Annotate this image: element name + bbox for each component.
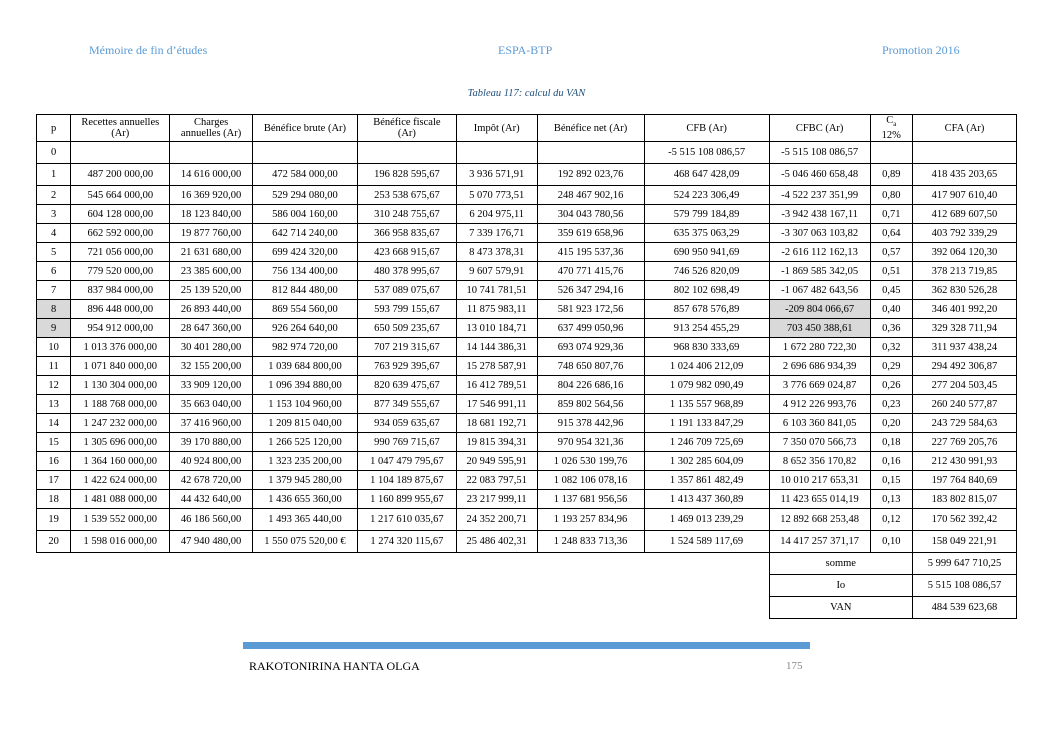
cell-ca: 0,10 <box>870 531 912 553</box>
cell-p: 16 <box>37 452 71 471</box>
cell-ca: 0,32 <box>870 338 912 357</box>
cell-cfb: 1 302 285 604,09 <box>644 452 769 471</box>
cell-cfb: 1 246 709 725,69 <box>644 433 769 452</box>
cell-cfb: 1 357 861 482,49 <box>644 471 769 490</box>
cell-charges: 28 647 360,00 <box>170 319 253 338</box>
cell-brute: 812 844 480,00 <box>252 281 357 300</box>
footer-author: RAKOTONIRINA HANTA OLGA <box>249 659 420 673</box>
cell-impot: 24 352 200,71 <box>456 509 537 531</box>
cell-net: 248 467 902,16 <box>537 186 644 205</box>
cell-brute: 1 379 945 280,00 <box>252 471 357 490</box>
table-row <box>37 224 1017 243</box>
cell-p: 6 <box>37 262 71 281</box>
table-row <box>37 357 1017 376</box>
summary-label: Io <box>769 575 912 597</box>
cell-recettes: 837 984 000,00 <box>71 281 170 300</box>
cell-impot: 16 412 789,51 <box>456 376 537 395</box>
cell-cfb: 746 526 820,09 <box>644 262 769 281</box>
cell-cfa: 277 204 503,45 <box>912 376 1016 395</box>
col-header-charges-line2: annuelles (Ar) <box>180 128 242 140</box>
cell-cfbc: 7 350 070 566,73 <box>769 433 870 452</box>
cell-charges: 46 186 560,00 <box>170 509 253 531</box>
cell-cfa: 170 562 392,42 <box>912 509 1016 531</box>
cell-cfbc: 703 450 388,61 <box>769 319 870 338</box>
cell-ca: 0,36 <box>870 319 912 338</box>
cell-cfbc: 2 696 686 934,39 <box>769 357 870 376</box>
cell-fiscale: 990 769 715,67 <box>357 433 456 452</box>
cell-cfa: 197 764 840,69 <box>912 471 1016 490</box>
cell-p: 11 <box>37 357 71 376</box>
cell-fiscale: 1 160 899 955,67 <box>357 490 456 509</box>
cell-brute: 982 974 720,00 <box>252 338 357 357</box>
cell-recettes: 1 071 840 000,00 <box>71 357 170 376</box>
cell-cfa: 418 435 203,65 <box>912 164 1016 186</box>
table-body <box>37 142 1017 619</box>
table-row <box>37 142 1017 164</box>
cell-recettes: 1 422 624 000,00 <box>71 471 170 490</box>
table-row <box>37 300 1017 319</box>
cell-brute: 699 424 320,00 <box>252 243 357 262</box>
cell-cfbc: 3 776 669 024,87 <box>769 376 870 395</box>
cell-fiscale: 196 828 595,67 <box>357 164 456 186</box>
cell-charges: 32 155 200,00 <box>170 357 253 376</box>
cell-net: 859 802 564,56 <box>537 395 644 414</box>
cell-ca: 0,15 <box>870 471 912 490</box>
col-header-impot: Impôt (Ar) <box>456 115 537 142</box>
cell-fiscale: 763 929 395,67 <box>357 357 456 376</box>
cell-net: 192 892 023,76 <box>537 164 644 186</box>
cell-cfa: 392 064 120,30 <box>912 243 1016 262</box>
table-row <box>37 414 1017 433</box>
cell-ca: 0,20 <box>870 414 912 433</box>
cell-net: 970 954 321,36 <box>537 433 644 452</box>
table-row <box>37 471 1017 490</box>
cell-brute: 1 266 525 120,00 <box>252 433 357 452</box>
cell-net: 1 248 833 713,36 <box>537 531 644 553</box>
cell-cfbc: 12 892 668 253,48 <box>769 509 870 531</box>
cell-recettes: 1 539 552 000,00 <box>71 509 170 531</box>
cell-impot: 3 936 571,91 <box>456 164 537 186</box>
cell-cfbc: 6 103 360 841,05 <box>769 414 870 433</box>
cell-cfb: 1 524 589 117,69 <box>644 531 769 553</box>
cell-charges: 39 170 880,00 <box>170 433 253 452</box>
cell-net: 526 347 294,16 <box>537 281 644 300</box>
cell-charges: 40 924 800,00 <box>170 452 253 471</box>
cell-cfb: 635 375 063,29 <box>644 224 769 243</box>
cell-ca: 0,64 <box>870 224 912 243</box>
summary-value: 484 539 623,68 <box>912 597 1016 619</box>
cell-fiscale: 1 274 320 115,67 <box>357 531 456 553</box>
cell-brute: 869 554 560,00 <box>252 300 357 319</box>
summary-label: VAN <box>769 597 912 619</box>
cell-impot: 14 144 386,31 <box>456 338 537 357</box>
cell-cfbc: -2 616 112 162,13 <box>769 243 870 262</box>
col-header-ca <box>870 115 912 142</box>
cell-net: 1 082 106 078,16 <box>537 471 644 490</box>
table-row <box>37 262 1017 281</box>
cell-ca: 0,45 <box>870 281 912 300</box>
cell-charges: 16 369 920,00 <box>170 186 253 205</box>
summary-row <box>37 553 1017 575</box>
cell-cfa: 311 937 438,24 <box>912 338 1016 357</box>
cell-fiscale: 310 248 755,67 <box>357 205 456 224</box>
summary-row <box>37 597 1017 619</box>
cell-cfb: 524 223 306,49 <box>644 186 769 205</box>
cell-fiscale: 537 089 075,67 <box>357 281 456 300</box>
cell-net: 804 226 686,16 <box>537 376 644 395</box>
cell-charges: 19 877 760,00 <box>170 224 253 243</box>
cell-impot <box>456 142 537 164</box>
cell-cfa: 346 401 992,20 <box>912 300 1016 319</box>
cell-cfa: 227 769 205,76 <box>912 433 1016 452</box>
cell-impot: 6 204 975,11 <box>456 205 537 224</box>
summary-row <box>37 575 1017 597</box>
cell-cfb: 802 102 698,49 <box>644 281 769 300</box>
header-memoire: Mémoire de fin d’études <box>89 43 208 57</box>
cell-cfa: 417 907 610,40 <box>912 186 1016 205</box>
cell-charges: 23 385 600,00 <box>170 262 253 281</box>
table-row <box>37 376 1017 395</box>
cell-fiscale: 423 668 915,67 <box>357 243 456 262</box>
cell-p: 15 <box>37 433 71 452</box>
cell-impot: 25 486 402,31 <box>456 531 537 553</box>
col-header-recettes-line2: (Ar) <box>111 128 130 140</box>
cell-charges: 44 432 640,00 <box>170 490 253 509</box>
cell-brute: 1 436 655 360,00 <box>252 490 357 509</box>
cell-brute: 1 209 815 040,00 <box>252 414 357 433</box>
cell-fiscale: 366 958 835,67 <box>357 224 456 243</box>
cell-cfbc: -209 804 066,67 <box>769 300 870 319</box>
cell-recettes: 545 664 000,00 <box>71 186 170 205</box>
cell-brute: 586 004 160,00 <box>252 205 357 224</box>
header-promotion: Promotion 2016 <box>882 43 960 57</box>
cell-recettes: 1 130 304 000,00 <box>71 376 170 395</box>
cell-cfb: 690 950 941,69 <box>644 243 769 262</box>
table-row <box>37 395 1017 414</box>
cell-charges: 37 416 960,00 <box>170 414 253 433</box>
cell-brute: 926 264 640,00 <box>252 319 357 338</box>
cell-charges <box>170 142 253 164</box>
cell-recettes: 954 912 000,00 <box>71 319 170 338</box>
cell-cfa: 403 792 339,29 <box>912 224 1016 243</box>
cell-cfa: 329 328 711,94 <box>912 319 1016 338</box>
cell-recettes: 662 592 000,00 <box>71 224 170 243</box>
cell-net: 581 923 172,56 <box>537 300 644 319</box>
cell-impot: 17 546 991,11 <box>456 395 537 414</box>
cell-cfa: 412 689 607,50 <box>912 205 1016 224</box>
cell-brute: 529 294 080,00 <box>252 186 357 205</box>
footer-page-number: 175 <box>786 660 803 672</box>
cell-charges: 26 893 440,00 <box>170 300 253 319</box>
cell-impot: 20 949 595,91 <box>456 452 537 471</box>
van-table <box>36 114 1017 619</box>
cell-charges: 47 940 480,00 <box>170 531 253 553</box>
cell-cfb: 913 254 455,29 <box>644 319 769 338</box>
col-header-benefice-fiscale <box>357 115 456 142</box>
cell-brute: 642 714 240,00 <box>252 224 357 243</box>
cell-cfb: 857 678 576,89 <box>644 300 769 319</box>
cell-recettes: 1 188 768 000,00 <box>71 395 170 414</box>
summary-spacer <box>37 597 770 619</box>
cell-ca: 0,51 <box>870 262 912 281</box>
cell-brute: 1 323 235 200,00 <box>252 452 357 471</box>
cell-charges: 21 631 680,00 <box>170 243 253 262</box>
cell-cfbc: 10 010 217 653,31 <box>769 471 870 490</box>
table-row <box>37 531 1017 553</box>
cell-net: 1 026 530 199,76 <box>537 452 644 471</box>
cell-charges: 35 663 040,00 <box>170 395 253 414</box>
col-header-benefice-brute: Bénéfice brute (Ar) <box>252 115 357 142</box>
cell-cfb: 1 191 133 847,29 <box>644 414 769 433</box>
summary-spacer <box>37 575 770 597</box>
cell-cfb: 1 079 982 090,49 <box>644 376 769 395</box>
col-header-fiscale-line2: (Ar) <box>397 128 416 140</box>
cell-charges: 25 139 520,00 <box>170 281 253 300</box>
cell-net: 693 074 929,36 <box>537 338 644 357</box>
cell-cfbc: 11 423 655 014,19 <box>769 490 870 509</box>
cell-charges: 33 909 120,00 <box>170 376 253 395</box>
cell-net: 359 619 658,96 <box>537 224 644 243</box>
cell-cfa <box>912 142 1016 164</box>
cell-recettes: 1 598 016 000,00 <box>71 531 170 553</box>
cell-cfb: -5 515 108 086,57 <box>644 142 769 164</box>
cell-net <box>537 142 644 164</box>
cell-impot: 11 875 983,11 <box>456 300 537 319</box>
table-caption: Tableau 117: calcul du VAN <box>467 88 586 99</box>
summary-value: 5 515 108 086,57 <box>912 575 1016 597</box>
cell-charges: 30 401 280,00 <box>170 338 253 357</box>
cell-cfbc: -1 869 585 342,05 <box>769 262 870 281</box>
cell-p: 4 <box>37 224 71 243</box>
cell-ca: 0,80 <box>870 186 912 205</box>
cell-cfa: 243 729 584,63 <box>912 414 1016 433</box>
cell-cfa: 260 240 577,87 <box>912 395 1016 414</box>
cell-cfb: 579 799 184,89 <box>644 205 769 224</box>
cell-fiscale: 1 217 610 035,67 <box>357 509 456 531</box>
cell-net: 470 771 415,76 <box>537 262 644 281</box>
cell-brute <box>252 142 357 164</box>
cell-impot: 15 278 587,91 <box>456 357 537 376</box>
cell-ca: 0,29 <box>870 357 912 376</box>
cell-p: 7 <box>37 281 71 300</box>
cell-cfbc: 8 652 356 170,82 <box>769 452 870 471</box>
cell-impot: 10 741 781,51 <box>456 281 537 300</box>
cell-recettes: 1 013 376 000,00 <box>71 338 170 357</box>
cell-fiscale: 253 538 675,67 <box>357 186 456 205</box>
cell-p: 20 <box>37 531 71 553</box>
col-header-cfb: CFB (Ar) <box>644 115 769 142</box>
cell-net: 1 193 257 834,96 <box>537 509 644 531</box>
cell-net: 637 499 050,96 <box>537 319 644 338</box>
table-row <box>37 164 1017 186</box>
cell-net: 915 378 442,96 <box>537 414 644 433</box>
cell-impot: 19 815 394,31 <box>456 433 537 452</box>
cell-recettes: 721 056 000,00 <box>71 243 170 262</box>
cell-cfa: 212 430 991,93 <box>912 452 1016 471</box>
cell-p: 2 <box>37 186 71 205</box>
cell-brute: 1 550 075 520,00 € <box>252 531 357 553</box>
cell-p: 10 <box>37 338 71 357</box>
table-row <box>37 509 1017 531</box>
cell-cfbc: -4 522 237 351,99 <box>769 186 870 205</box>
cell-cfa: 183 802 815,07 <box>912 490 1016 509</box>
cell-cfa: 158 049 221,91 <box>912 531 1016 553</box>
cell-net: 1 137 681 956,56 <box>537 490 644 509</box>
cell-ca: 0,12 <box>870 509 912 531</box>
col-header-recettes-line1: Recettes annuelles <box>81 117 160 129</box>
cell-brute: 1 493 365 440,00 <box>252 509 357 531</box>
table-row <box>37 205 1017 224</box>
cell-recettes: 1 247 232 000,00 <box>71 414 170 433</box>
cell-fiscale: 480 378 995,67 <box>357 262 456 281</box>
cell-cfb: 1 135 557 968,89 <box>644 395 769 414</box>
col-header-cfa: CFA (Ar) <box>912 115 1016 142</box>
cell-ca: 0,16 <box>870 452 912 471</box>
cell-recettes: 1 305 696 000,00 <box>71 433 170 452</box>
cell-p: 0 <box>37 142 71 164</box>
cell-cfbc: -3 942 438 167,11 <box>769 205 870 224</box>
cell-p: 19 <box>37 509 71 531</box>
cell-cfb: 468 647 428,09 <box>644 164 769 186</box>
cell-cfbc: -5 046 460 658,48 <box>769 164 870 186</box>
col-header-benefice-net: Bénéfice net (Ar) <box>537 115 644 142</box>
cell-ca: 0,26 <box>870 376 912 395</box>
col-header-fiscale-line1: Bénéfice fiscale <box>373 117 441 129</box>
cell-brute: 1 039 684 800,00 <box>252 357 357 376</box>
cell-brute: 1 096 394 880,00 <box>252 376 357 395</box>
cell-ca: 0,89 <box>870 164 912 186</box>
cell-ca: 0,23 <box>870 395 912 414</box>
cell-fiscale: 877 349 555,67 <box>357 395 456 414</box>
cell-cfbc: -1 067 482 643,56 <box>769 281 870 300</box>
col-header-ca-symbol <box>873 115 910 130</box>
cell-impot: 13 010 184,71 <box>456 319 537 338</box>
table-row <box>37 433 1017 452</box>
cell-cfbc: -5 515 108 086,57 <box>769 142 870 164</box>
cell-p: 12 <box>37 376 71 395</box>
cell-charges: 14 616 000,00 <box>170 164 253 186</box>
cell-ca: 0,57 <box>870 243 912 262</box>
table-row <box>37 490 1017 509</box>
cell-recettes: 896 448 000,00 <box>71 300 170 319</box>
cell-p: 9 <box>37 319 71 338</box>
footer-bar <box>243 642 810 649</box>
cell-cfa: 362 830 526,28 <box>912 281 1016 300</box>
col-header-cfbc: CFBC (Ar) <box>769 115 870 142</box>
cell-p: 14 <box>37 414 71 433</box>
cell-p: 18 <box>37 490 71 509</box>
table-row <box>37 338 1017 357</box>
cell-impot: 9 607 579,91 <box>456 262 537 281</box>
cell-cfa: 294 492 306,87 <box>912 357 1016 376</box>
col-header-p: p <box>37 115 71 142</box>
cell-cfb: 1 469 013 239,29 <box>644 509 769 531</box>
cell-ca: 0,71 <box>870 205 912 224</box>
cell-p: 1 <box>37 164 71 186</box>
cell-ca: 0,13 <box>870 490 912 509</box>
cell-fiscale: 650 509 235,67 <box>357 319 456 338</box>
cell-recettes: 779 520 000,00 <box>71 262 170 281</box>
cell-fiscale: 934 059 635,67 <box>357 414 456 433</box>
col-header-ca-sub: a <box>893 120 897 129</box>
cell-fiscale: 1 047 479 795,67 <box>357 452 456 471</box>
cell-impot: 7 339 176,71 <box>456 224 537 243</box>
summary-value: 5 999 647 710,25 <box>912 553 1016 575</box>
cell-impot: 5 070 773,51 <box>456 186 537 205</box>
cell-impot: 8 473 378,31 <box>456 243 537 262</box>
cell-cfbc: 14 417 257 371,17 <box>769 531 870 553</box>
col-header-ca-main: C <box>886 115 894 126</box>
col-header-ca-rate: 12% <box>881 130 901 142</box>
summary-spacer <box>37 553 770 575</box>
cell-impot: 22 083 797,51 <box>456 471 537 490</box>
col-header-charges-line1: Charges <box>193 117 229 129</box>
cell-fiscale: 820 639 475,67 <box>357 376 456 395</box>
cell-cfa: 378 213 719,85 <box>912 262 1016 281</box>
table-header-row <box>37 115 1017 142</box>
cell-ca: 0,18 <box>870 433 912 452</box>
cell-net: 415 195 537,36 <box>537 243 644 262</box>
summary-label: somme <box>769 553 912 575</box>
cell-charges: 18 123 840,00 <box>170 205 253 224</box>
cell-brute: 756 134 400,00 <box>252 262 357 281</box>
cell-cfb: 1 413 437 360,89 <box>644 490 769 509</box>
cell-fiscale: 593 799 155,67 <box>357 300 456 319</box>
table-row <box>37 243 1017 262</box>
table-row <box>37 319 1017 338</box>
cell-cfbc: 4 912 226 993,76 <box>769 395 870 414</box>
table-row <box>37 452 1017 471</box>
cell-brute: 1 153 104 960,00 <box>252 395 357 414</box>
cell-p: 3 <box>37 205 71 224</box>
header-school: ESPA-BTP <box>498 43 553 57</box>
cell-impot: 23 217 999,11 <box>456 490 537 509</box>
cell-net: 748 650 807,76 <box>537 357 644 376</box>
col-header-charges <box>170 115 253 142</box>
cell-impot: 18 681 192,71 <box>456 414 537 433</box>
cell-p: 13 <box>37 395 71 414</box>
cell-cfbc: 1 672 280 722,30 <box>769 338 870 357</box>
cell-net: 304 043 780,56 <box>537 205 644 224</box>
cell-cfbc: -3 307 063 103,82 <box>769 224 870 243</box>
cell-recettes: 1 481 088 000,00 <box>71 490 170 509</box>
cell-ca: 0,40 <box>870 300 912 319</box>
table-row <box>37 186 1017 205</box>
cell-p: 17 <box>37 471 71 490</box>
cell-ca <box>870 142 912 164</box>
cell-p: 8 <box>37 300 71 319</box>
cell-cfb: 1 024 406 212,09 <box>644 357 769 376</box>
cell-fiscale: 1 104 189 875,67 <box>357 471 456 490</box>
cell-p: 5 <box>37 243 71 262</box>
cell-recettes: 487 200 000,00 <box>71 164 170 186</box>
cell-recettes <box>71 142 170 164</box>
cell-fiscale <box>357 142 456 164</box>
col-header-recettes <box>71 115 170 142</box>
cell-brute: 472 584 000,00 <box>252 164 357 186</box>
cell-recettes: 604 128 000,00 <box>71 205 170 224</box>
cell-fiscale: 707 219 315,67 <box>357 338 456 357</box>
cell-recettes: 1 364 160 000,00 <box>71 452 170 471</box>
cell-cfb: 968 830 333,69 <box>644 338 769 357</box>
cell-charges: 42 678 720,00 <box>170 471 253 490</box>
table-row <box>37 281 1017 300</box>
